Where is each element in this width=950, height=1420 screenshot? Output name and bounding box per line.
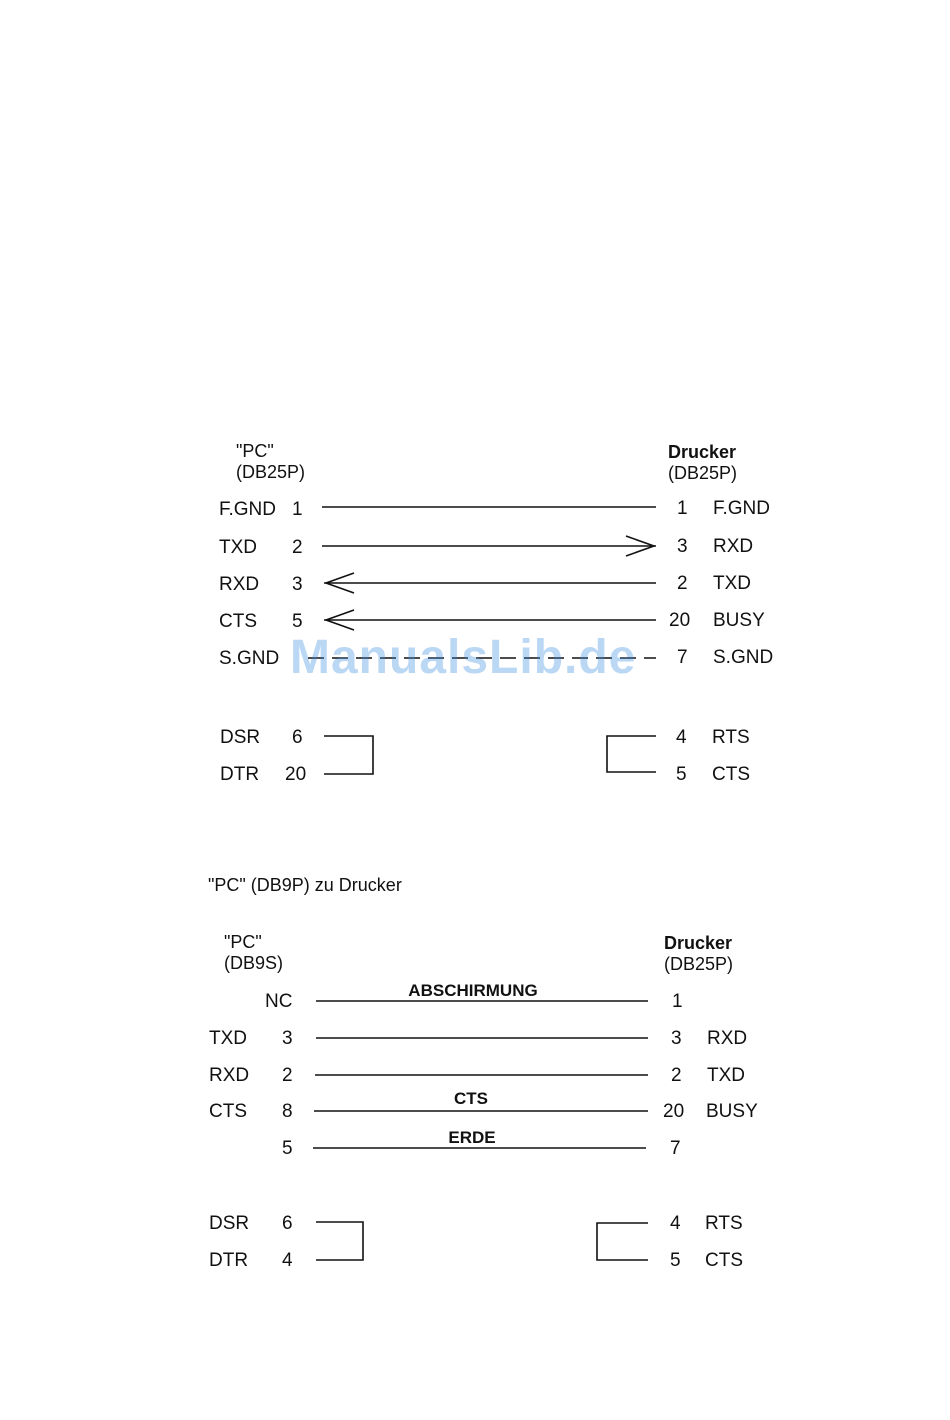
signal-name: CTS — [712, 764, 750, 785]
pin-number: 4 — [282, 1250, 293, 1271]
signal-name: F.GND — [713, 498, 770, 519]
pin-number: 20 — [663, 1101, 685, 1122]
pc-connector-header — [224, 932, 283, 974]
signal-name: TXD — [209, 1028, 247, 1049]
pin-number: 5 — [670, 1250, 681, 1271]
signal-name: RTS — [712, 727, 750, 748]
pin-number: 6 — [292, 727, 303, 748]
pin-number: 2 — [677, 573, 688, 594]
signal-name: RTS — [705, 1213, 743, 1234]
pin-number: 1 — [292, 499, 303, 520]
signal-name: DTR — [209, 1250, 249, 1271]
loopback-rts-cts — [607, 736, 656, 772]
printer-label: Drucker — [664, 933, 733, 953]
pin-number: 8 — [282, 1101, 293, 1122]
pin-number: 7 — [670, 1138, 681, 1159]
pin-number: 2 — [671, 1065, 682, 1086]
pin-number: 6 — [282, 1213, 293, 1234]
pin-number: 4 — [670, 1213, 681, 1234]
pin-number: 5 — [292, 611, 303, 632]
signal-name: BUSY — [713, 610, 765, 631]
signal-name: DSR — [220, 727, 261, 748]
signal-name: CTS — [219, 611, 257, 632]
pin-number: 3 — [292, 574, 303, 595]
printer-connector-header — [668, 442, 737, 484]
signal-name: F.GND — [219, 499, 276, 520]
pin-number: 5 — [676, 764, 687, 785]
pin-number: 7 — [677, 647, 688, 668]
pin-number: 20 — [285, 764, 307, 785]
signal-name: CTS — [705, 1250, 743, 1271]
pin-number: 1 — [677, 498, 688, 519]
pin-number: 3 — [677, 536, 688, 557]
signal-name: CTS — [209, 1101, 247, 1122]
connector-type: (DB25P) — [664, 954, 734, 974]
wire-label: CTS — [454, 1089, 488, 1108]
printer-label: Drucker — [668, 442, 737, 462]
signal-name: RXD — [707, 1028, 748, 1049]
signal-name: TXD — [713, 573, 751, 594]
connector-type: (DB25P) — [668, 463, 738, 483]
pin-number: 2 — [292, 537, 303, 558]
signal-name: S.GND — [219, 648, 280, 669]
signal-name: RXD — [209, 1065, 250, 1086]
pc-connector-header — [236, 441, 305, 483]
wire-label: ABSCHIRMUNG — [408, 981, 538, 1000]
signal-name: RXD — [713, 536, 754, 557]
signal-name: DTR — [220, 764, 260, 785]
pin-number: 20 — [669, 610, 691, 631]
connector-type: (DB25P) — [236, 462, 306, 482]
watermark: ManualsLib.de — [290, 631, 637, 684]
pin-number: NC — [265, 991, 293, 1012]
pin-number: 3 — [282, 1028, 293, 1049]
signal-name: S.GND — [713, 647, 774, 668]
signal-name: RXD — [219, 574, 260, 595]
signal-name: TXD — [219, 537, 257, 558]
loopback-rts-cts — [597, 1223, 648, 1260]
connector-type: (DB9S) — [224, 953, 284, 973]
pin-number: 3 — [671, 1028, 682, 1049]
signal-name: DSR — [209, 1213, 250, 1234]
printer-connector-header — [664, 933, 733, 975]
pin-number: 4 — [676, 727, 687, 748]
pin-number: 1 — [672, 991, 683, 1012]
loopback-dsr-dtr — [324, 736, 373, 774]
pc-label: "PC" — [224, 932, 262, 952]
pin-number: 2 — [282, 1065, 293, 1086]
signal-name: TXD — [707, 1065, 745, 1086]
pc-label: "PC" — [236, 441, 274, 461]
loopback-dsr-dtr — [316, 1222, 363, 1260]
pin-number: 5 — [282, 1138, 293, 1159]
signal-name: BUSY — [706, 1101, 758, 1122]
section-title: "PC" (DB9P) zu Drucker — [208, 875, 402, 895]
wire-label: ERDE — [448, 1128, 496, 1147]
